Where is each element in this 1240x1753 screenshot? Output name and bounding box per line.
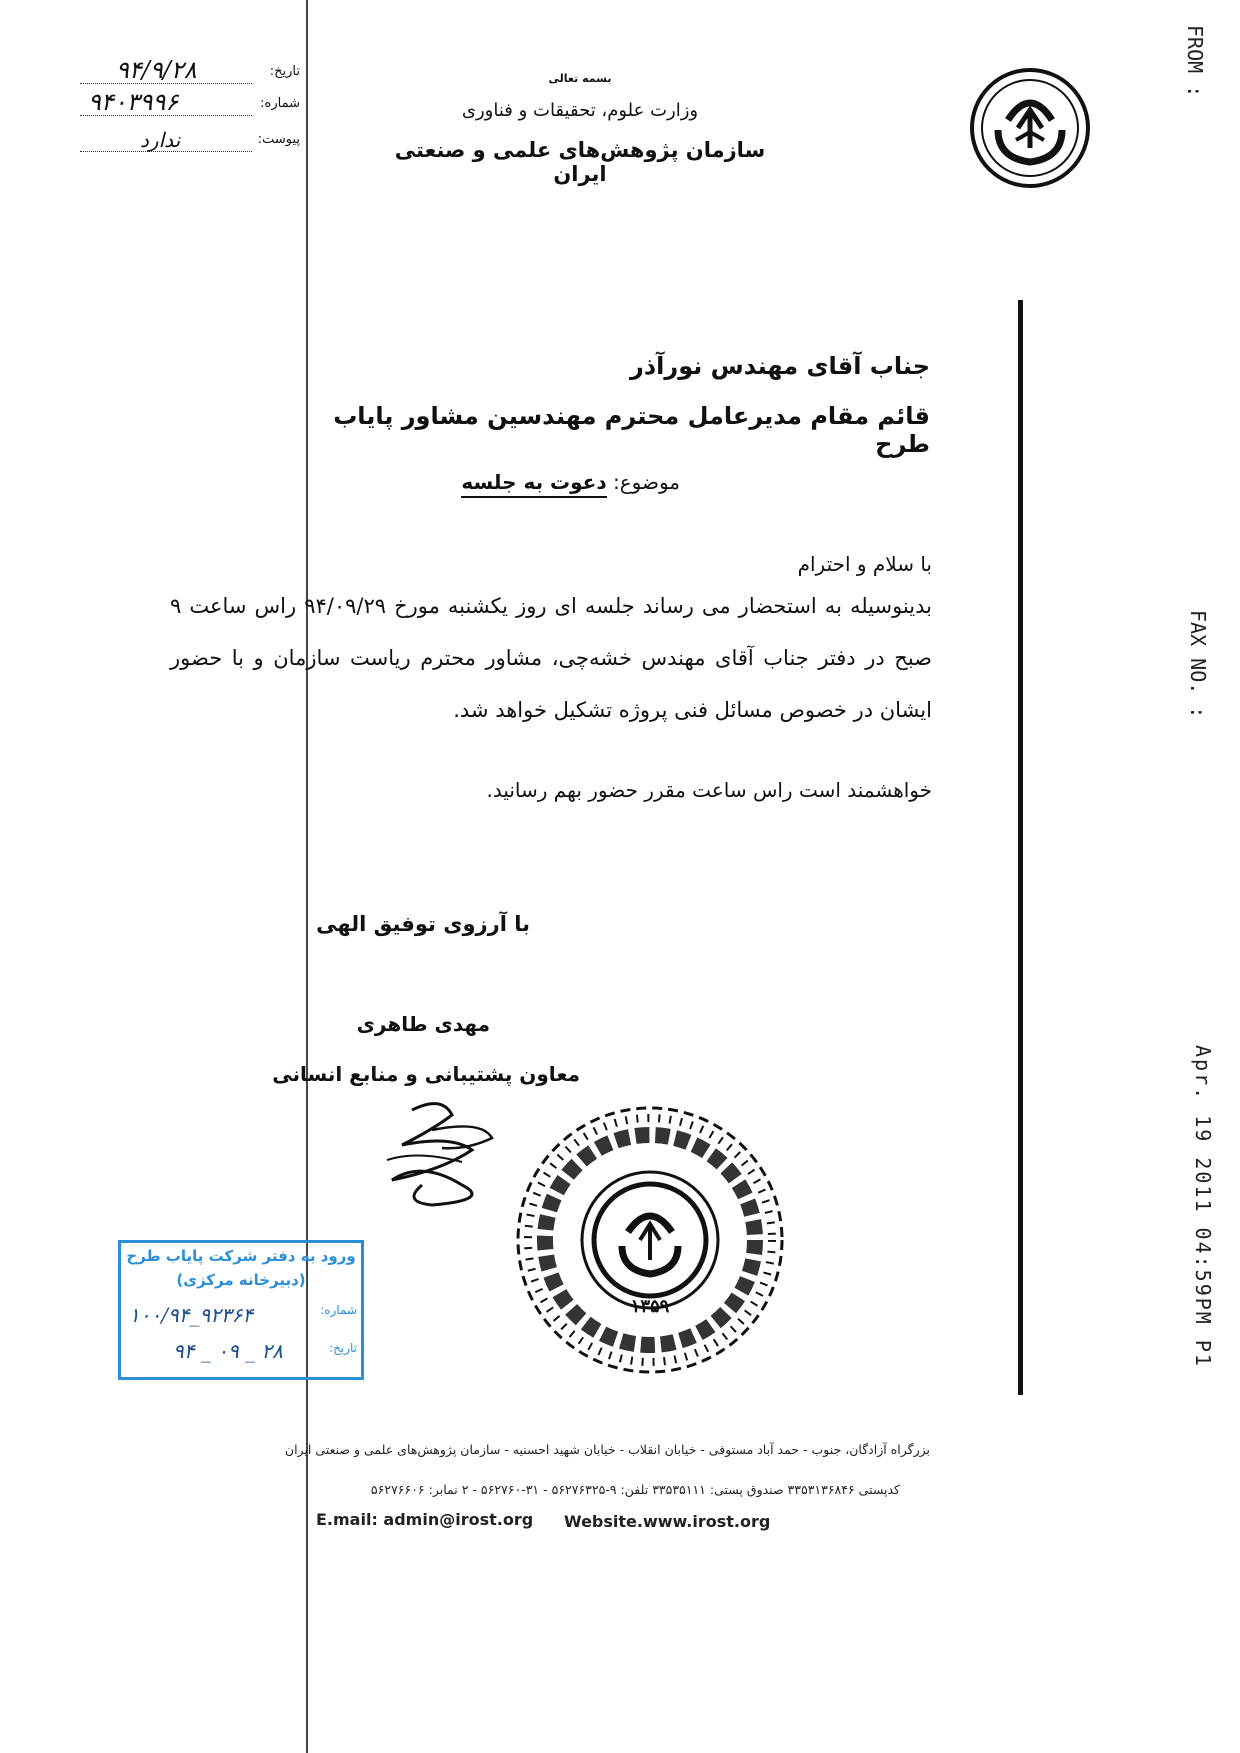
seal-year: ۱۳۵۹ — [630, 1296, 670, 1317]
footer-contacts: کدپستی ۳۳۵۳۱۳۶۸۴۶ صندوق پستی: ۳۳۵۳۵۱۱۱ تلفن: ۹-۵۶۲۷۶۳۲۵ - ۳۱-۵۶۲۷۶۰ - ۲ نمابر: ۵۶۲۷۶۶۰۶ — [370, 1482, 900, 1497]
receipt-number-value: ۱۰۰/۹۴_۹۲۳۶۴ — [129, 1303, 254, 1327]
irost-logo-icon — [968, 66, 1092, 190]
round-seal-icon — [510, 1100, 790, 1380]
recipient-line-1: جناب آقای مهندس نورآذر — [630, 352, 930, 380]
attachment-value: ندارد — [140, 128, 181, 152]
scan-line-right — [1018, 300, 1023, 1395]
signature — [372, 1090, 512, 1214]
meta-date — [80, 56, 300, 88]
receipt-stamp-title: ورود به دفتر شرکت پایاب طرح — [126, 1247, 356, 1265]
fax-from-label: FROM : — [1183, 25, 1207, 98]
meta-number — [80, 88, 300, 120]
official-seal — [510, 1100, 790, 1384]
fax-timestamp: Apr. 19 2011 04:59PM P1 — [1191, 1045, 1215, 1368]
number-value: ۹۴۰۳۹۹۶ — [88, 88, 179, 116]
receipt-number-label: شماره: — [320, 1303, 357, 1317]
receipt-date-label: تاریخ: — [329, 1341, 357, 1355]
closing-wish: با آرزوی توفیق الهی — [316, 912, 530, 936]
signer-title: معاون پشتیبانی و منابع انسانی — [272, 1062, 580, 1086]
letterhead-ministry: وزارت علوم، تحقیقات و فناوری — [461, 100, 699, 121]
greeting: با سلام و احترام — [797, 552, 932, 576]
date-value: ۹۴/۹/۲۸ — [116, 56, 197, 84]
body-paragraph: بدینوسیله به استحضار می رساند جلسه ای روز یکشنبه مورخ ۹۴/۰۹/۲۹ راس ساعت ۹ صبح در دفتر جناب آقای مهندس خشه‌چی، مشاور محترم ریاست سازمان و با حضور ایشان در خصوص مسائل فنی پروژه تشکیل خواهد شد. — [170, 594, 933, 722]
letterhead-organization: سازمان پژوهش‌های علمی و صنعتی ایران — [394, 138, 766, 186]
receipt-date-value: ۹۴ _ ۰۹ _ ۲۸ — [173, 1339, 283, 1363]
fax-number-label: FAX NO. : — [1186, 610, 1210, 719]
date-label: تاریخ: — [269, 64, 300, 79]
handwritten-signature-icon — [372, 1090, 512, 1210]
organization-logo — [968, 66, 1092, 194]
letterhead-invocation: بسمه تعالی — [548, 72, 612, 85]
request-line: خواهشمند است راس ساعت مقرر حضور بهم رسانید. — [486, 778, 932, 802]
subject-value: دعوت به جلسه — [461, 470, 606, 498]
footer-email[interactable]: E.mail: admin@irost.org — [316, 1510, 534, 1529]
receipt-stamp — [118, 1240, 364, 1380]
footer-address: بزرگراه آزادگان، جنوب - حمد آباد مستوفی - خیابان انقلاب - خیابان شهید احسنیه - سازمان پژوهش‌های علمی و صنعتی ایران — [284, 1442, 930, 1457]
receipt-stamp-subtitle: (دبیرخانه مرکزی) — [176, 1271, 306, 1289]
subject-label: موضوع: — [612, 470, 680, 494]
recipient-line-2: قائم مقام مدیرعامل محترم مهندسین مشاور پایاب طرح — [333, 402, 930, 458]
meta-attachment — [80, 128, 300, 156]
attachment-label: پیوست: — [257, 132, 300, 147]
signer-name: مهدی طاهری — [356, 1012, 490, 1036]
subject-line — [380, 470, 680, 494]
footer-website[interactable]: Website.www.irost.org — [564, 1512, 771, 1531]
number-label: شماره: — [260, 96, 300, 111]
